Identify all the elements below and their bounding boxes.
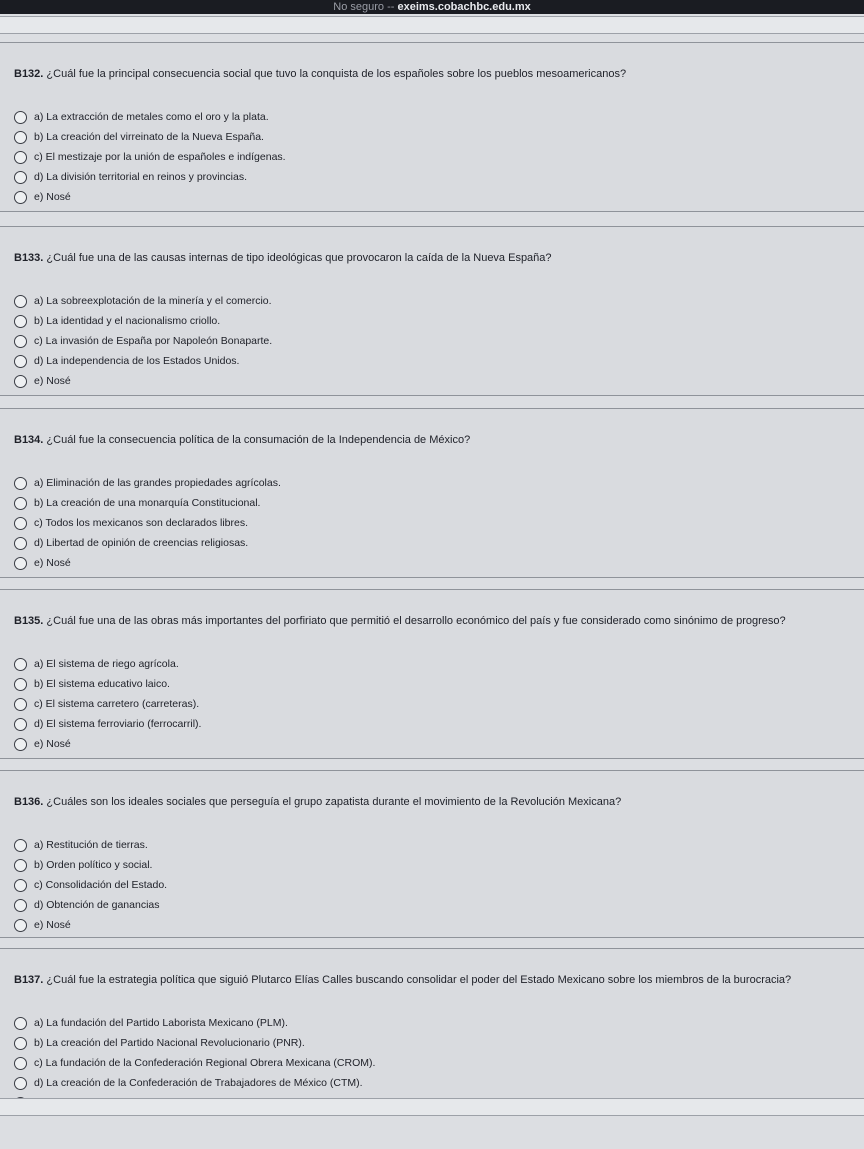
answer-option-label: d) Libertad de opinión de creencias religiosas.	[34, 537, 249, 549]
answer-option-label: b) El sistema educativo laico.	[34, 678, 170, 690]
radio-button[interactable]	[14, 497, 27, 510]
radio-button[interactable]	[14, 698, 27, 711]
question-card	[0, 42, 864, 212]
answer-option-label: d) Obtención de ganancias	[34, 899, 160, 911]
answer-option-label: d) El sistema ferroviario (ferrocarril).	[34, 718, 202, 730]
radio-button[interactable]	[14, 171, 27, 184]
radio-button[interactable]	[14, 335, 27, 348]
answer-option-label: d) La creación de la Confederación de Trabajadores de México (CTM).	[34, 1077, 363, 1089]
answer-option[interactable]	[14, 895, 167, 915]
question-card	[0, 948, 864, 1114]
radio-button[interactable]	[14, 315, 27, 328]
answer-option[interactable]	[14, 1073, 375, 1093]
radio-button[interactable]	[14, 477, 27, 490]
question-card	[0, 770, 864, 938]
radio-button[interactable]	[14, 1077, 27, 1090]
question-number: B133.	[14, 252, 44, 264]
answer-options	[14, 291, 272, 391]
radio-button[interactable]	[14, 557, 27, 570]
radio-button[interactable]	[14, 111, 27, 124]
answer-option[interactable]	[14, 331, 272, 351]
radio-button[interactable]	[14, 295, 27, 308]
question-text	[14, 973, 860, 987]
answer-option[interactable]	[14, 187, 286, 207]
radio-button[interactable]	[14, 859, 27, 872]
radio-button[interactable]	[14, 151, 27, 164]
answer-options	[14, 473, 281, 573]
answer-option-label: d) La división territorial en reinos y provincias.	[34, 171, 248, 183]
answer-option[interactable]	[14, 513, 281, 533]
answer-option[interactable]	[14, 371, 272, 391]
top-divider-band	[0, 16, 864, 34]
question-number: B134.	[14, 434, 44, 446]
radio-button[interactable]	[14, 131, 27, 144]
radio-button[interactable]	[14, 517, 27, 530]
answer-option[interactable]	[14, 1033, 375, 1053]
answer-option-label: b) La creación del virreinato de la Nueva España.	[34, 131, 264, 143]
answer-option[interactable]	[14, 855, 167, 875]
security-label: No seguro	[333, 1, 385, 13]
question-number: B132.	[14, 68, 44, 80]
radio-button[interactable]	[14, 658, 27, 671]
answer-option-label: a) El sistema de riego agrícola.	[34, 658, 179, 670]
radio-button[interactable]	[14, 879, 27, 892]
answer-option-label: c) La fundación de la Confederación Regional Obrera Mexicana (CROM).	[34, 1057, 376, 1069]
answer-option[interactable]	[14, 493, 281, 513]
answer-option[interactable]	[14, 351, 272, 371]
answer-option-label: c) El sistema carretero (carreteras).	[34, 698, 200, 710]
answer-options	[14, 107, 286, 207]
radio-button[interactable]	[14, 899, 27, 912]
radio-button[interactable]	[14, 537, 27, 550]
radio-button[interactable]	[14, 919, 27, 932]
answer-option[interactable]	[14, 107, 286, 127]
question-text	[14, 433, 860, 447]
answer-option[interactable]	[14, 875, 167, 895]
answer-option-label: a) Eliminación de las grandes propiedades agrícolas.	[34, 477, 281, 489]
answer-option[interactable]	[14, 533, 281, 553]
answer-option[interactable]	[14, 915, 167, 935]
address-separator: --	[387, 1, 395, 13]
answer-option-label: b) La creación de una monarquía Constitucional.	[34, 497, 261, 509]
answer-option[interactable]	[14, 147, 286, 167]
question-text	[14, 251, 860, 265]
question-prompt: ¿Cuál fue la estrategia política que siguió Plutarco Elías Calles buscando consolidar el poder del Estado Mexicano sobre los miembros de la burocracia?	[46, 974, 792, 986]
answer-option[interactable]	[14, 311, 272, 331]
question-prompt: ¿Cuál fue la consecuencia política de la consumación de la Independencia de México?	[46, 434, 471, 446]
answer-option[interactable]	[14, 167, 286, 187]
radio-button[interactable]	[14, 1057, 27, 1070]
answer-option-label: e) Nosé	[34, 375, 71, 387]
answer-option-label: e) Nosé	[34, 738, 71, 750]
radio-button[interactable]	[14, 375, 27, 388]
answer-option[interactable]	[14, 1053, 375, 1073]
answer-option[interactable]	[14, 291, 272, 311]
answer-option-label: c) Consolidación del Estado.	[34, 879, 168, 891]
answer-option-label: a) Restitución de tierras.	[34, 839, 148, 851]
answer-options	[14, 835, 167, 935]
answer-option-label: c) La invasión de España por Napoleón Bonaparte.	[34, 335, 273, 347]
answer-option-label: b) La identidad y el nacionalismo criollo.	[34, 315, 221, 327]
question-prompt: ¿Cuál fue una de las obras más importantes del porfiriato que permitió el desarrollo económico del país y fue considerado como sinónimo de progreso?	[46, 615, 786, 627]
answer-option[interactable]	[14, 654, 201, 674]
answer-option[interactable]	[14, 734, 201, 754]
question-number: B136.	[14, 796, 44, 808]
answer-option[interactable]	[14, 694, 201, 714]
answer-option[interactable]	[14, 835, 167, 855]
answer-option-label: b) Orden político y social.	[34, 859, 153, 871]
question-number: B135.	[14, 615, 44, 627]
answer-option-label: a) La extracción de metales como el oro y la plata.	[34, 111, 269, 123]
radio-button[interactable]	[14, 718, 27, 731]
answer-option[interactable]	[14, 714, 201, 734]
question-text	[14, 67, 860, 81]
answer-option[interactable]	[14, 127, 286, 147]
answer-option[interactable]	[14, 473, 281, 493]
radio-button[interactable]	[14, 191, 27, 204]
answer-option[interactable]	[14, 553, 281, 573]
answer-option-label: e) Nosé	[34, 191, 71, 203]
answer-option-label: b) La creación del Partido Nacional Revolucionario (PNR).	[34, 1037, 305, 1049]
answer-option-label: d) La independencia de los Estados Unidos.	[34, 355, 240, 367]
question-prompt: ¿Cuáles son los ideales sociales que perseguía el grupo zapatista durante el movimiento de la Revolución Mexicana?	[46, 796, 622, 808]
answer-option-label: a) La sobreexplotación de la minería y el comercio.	[34, 295, 272, 307]
browser-address-bar[interactable]	[0, 0, 864, 14]
question-card	[0, 589, 864, 759]
question-text	[14, 795, 860, 809]
question-prompt: ¿Cuál fue una de las causas internas de tipo ideológicas que provocaron la caída de la Nueva España?	[46, 252, 552, 264]
question-text	[14, 614, 860, 628]
answer-options	[14, 654, 201, 754]
answer-option[interactable]	[14, 1013, 375, 1033]
answer-option-label: e) Nosé	[34, 919, 71, 931]
bottom-divider-band	[0, 1098, 864, 1116]
radio-button[interactable]	[14, 678, 27, 691]
radio-button[interactable]	[14, 839, 27, 852]
question-prompt: ¿Cuál fue la principal consecuencia social que tuvo la conquista de los españoles sobre los pueblos mesoamericanos?	[46, 68, 627, 80]
answer-option-label: c) Todos los mexicanos son declarados libres.	[34, 517, 248, 529]
question-card	[0, 226, 864, 396]
answer-option-label: c) El mestizaje por la unión de españoles e indígenas.	[34, 151, 286, 163]
answer-option[interactable]	[14, 674, 201, 694]
site-host: exeims.cobachbc.edu.mx	[397, 1, 531, 13]
radio-button[interactable]	[14, 1017, 27, 1030]
radio-button[interactable]	[14, 355, 27, 368]
answer-option-label: a) La fundación del Partido Laborista Mexicano (PLM).	[34, 1017, 288, 1029]
question-number: B137.	[14, 974, 44, 986]
radio-button[interactable]	[14, 1037, 27, 1050]
question-card	[0, 408, 864, 578]
radio-button[interactable]	[14, 738, 27, 751]
answer-option-label: e) Nosé	[34, 557, 71, 569]
